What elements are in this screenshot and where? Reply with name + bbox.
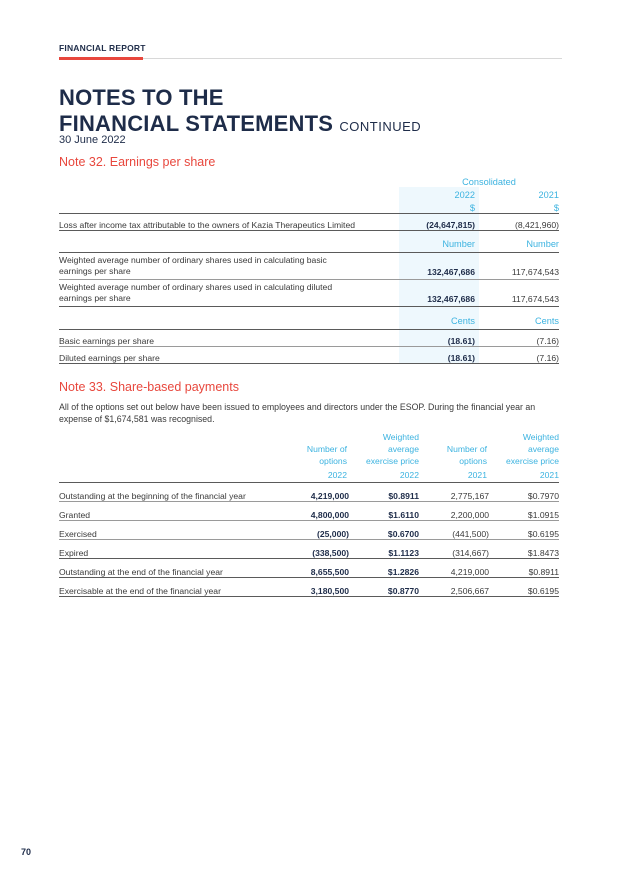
consolidated-header: Consolidated	[462, 177, 516, 187]
cents-header-2022: Cents	[399, 306, 479, 329]
cell-price-2021: $1.0915	[489, 501, 559, 520]
row-label: Expired	[59, 539, 279, 558]
report-date: 30 June 2022	[59, 134, 126, 146]
currency-2021: $	[479, 200, 559, 213]
currency-2022: $	[399, 200, 479, 213]
cell-price-2022: $1.1123	[349, 539, 419, 558]
cell-options-2021: (441,500)	[419, 520, 489, 539]
weighted-basic-2021: 117,674,543	[479, 252, 559, 279]
cell-options-2021: (314,667)	[419, 539, 489, 558]
table-row	[59, 558, 559, 577]
section-accent-rule	[59, 57, 143, 60]
diluted-eps-2021: (7.16)	[479, 346, 559, 363]
loss-2021: (8,421,960)	[479, 213, 559, 230]
col3-header-line-1	[419, 430, 489, 442]
col2-header-line-1: Weighted	[382, 432, 419, 442]
earnings-per-share-table	[59, 172, 559, 364]
basic-eps-2021: (7.16)	[479, 329, 559, 346]
section-label: FINANCIAL REPORT	[59, 43, 146, 53]
share-options-table	[59, 430, 559, 597]
weighted-diluted-line-2: earnings per share	[59, 292, 131, 303]
row-label: Exercisable at the end of the financial year	[59, 577, 279, 596]
diluted-eps-2022: (18.61)	[399, 346, 479, 363]
col4-header-line-3: exercise price	[505, 456, 559, 466]
header-divider	[143, 58, 562, 59]
title-line-2-text: FINANCIAL STATEMENTS	[59, 111, 334, 136]
col1-header-line-1	[279, 430, 349, 442]
table-row	[59, 520, 559, 539]
table-row	[59, 501, 559, 520]
cell-price-2022: $0.6700	[349, 520, 419, 539]
cell-price-2021: $0.6195	[489, 520, 559, 539]
col3-header-line-2: Number of	[446, 444, 487, 454]
row-label: Exercised	[59, 520, 279, 539]
number-header-2022: Number	[399, 230, 479, 252]
cell-options-2021: 2,200,000	[419, 501, 489, 520]
cell-price-2021: $0.7970	[489, 482, 559, 501]
cell-price-2021: $0.6195	[489, 577, 559, 596]
cell-options-2022: (338,500)	[279, 539, 349, 558]
row-label: Outstanding at the beginning of the financial year	[59, 482, 279, 501]
col1-header-line-2: Number of	[306, 444, 347, 454]
title-line-1: NOTES TO THE	[59, 85, 224, 110]
cell-price-2021: $1.8473	[489, 539, 559, 558]
weighted-basic-line-2: earnings per share	[59, 265, 131, 276]
cell-options-2022: 8,655,500	[279, 558, 349, 577]
col2-header-line-3: exercise price	[365, 456, 419, 466]
cell-options-2022: (25,000)	[279, 520, 349, 539]
cell-options-2022: 3,180,500	[279, 577, 349, 596]
title-continued: CONTINUED	[339, 119, 422, 134]
weighted-diluted-2021: 117,674,543	[479, 279, 559, 306]
cell-price-2022: $1.2826	[349, 558, 419, 577]
year-2021-header: 2021	[538, 190, 559, 200]
weighted-diluted-2022: 132,467,686	[399, 279, 479, 306]
weighted-diluted-line-1: Weighted average number of ordinary shares used in calculating diluted	[59, 281, 333, 292]
cell-options-2021: 2,506,667	[419, 577, 489, 596]
page-number: 70	[21, 847, 32, 857]
cell-options-2022: 4,800,000	[279, 501, 349, 520]
col4-year: 2021	[489, 466, 559, 482]
weighted-basic-line-1: Weighted average number of ordinary shares used in calculating basic	[59, 254, 327, 265]
weighted-diluted-label	[59, 279, 399, 306]
cell-options-2021: 2,775,167	[419, 482, 489, 501]
col3-year: 2021	[419, 466, 489, 482]
weighted-basic-2022: 132,467,686	[399, 252, 479, 279]
diluted-eps-label: Diluted earnings per share	[59, 346, 399, 363]
basic-eps-2022: (18.61)	[399, 329, 479, 346]
loss-row-label: Loss after income tax attributable to the owners of Kazia Therapeutics Limited	[59, 213, 399, 230]
cell-price-2021: $0.8911	[489, 558, 559, 577]
cell-price-2022: $1.6110	[349, 501, 419, 520]
cents-header-2021: Cents	[479, 306, 559, 329]
table-row	[59, 577, 559, 596]
basic-eps-label: Basic earnings per share	[59, 329, 399, 346]
note-32-heading: Note 32. Earnings per share	[59, 155, 216, 169]
note-33-intro: All of the options set out below have been issued to employees and directors under the ESOP. During the financial year an expense of $1,674,581 was recognised.	[59, 402, 536, 424]
row-label: Granted	[59, 501, 279, 520]
cell-options-2022: 4,219,000	[279, 482, 349, 501]
cell-options-2021: 4,219,000	[419, 558, 489, 577]
number-header-2021: Number	[479, 230, 559, 252]
cell-price-2022: $0.8770	[349, 577, 419, 596]
col4-header-line-2: average	[527, 444, 559, 454]
row-label: Outstanding at the end of the financial year	[59, 558, 279, 577]
table-row	[59, 539, 559, 558]
cell-price-2022: $0.8911	[349, 482, 419, 501]
col1-year: 2022	[279, 466, 349, 482]
col2-year: 2022	[349, 466, 419, 482]
note-33-heading: Note 33. Share-based payments	[59, 380, 239, 394]
col3-header-line-3: options	[459, 456, 487, 466]
year-2022-header: 2022	[399, 187, 479, 200]
col1-header-line-3: options	[319, 456, 347, 466]
loss-2022: (24,647,815)	[399, 213, 479, 230]
table-row	[59, 482, 559, 501]
weighted-basic-label	[59, 252, 399, 279]
col4-header-line-1: Weighted	[522, 432, 559, 442]
col2-header-line-2: average	[387, 444, 419, 454]
page-title	[59, 85, 421, 140]
